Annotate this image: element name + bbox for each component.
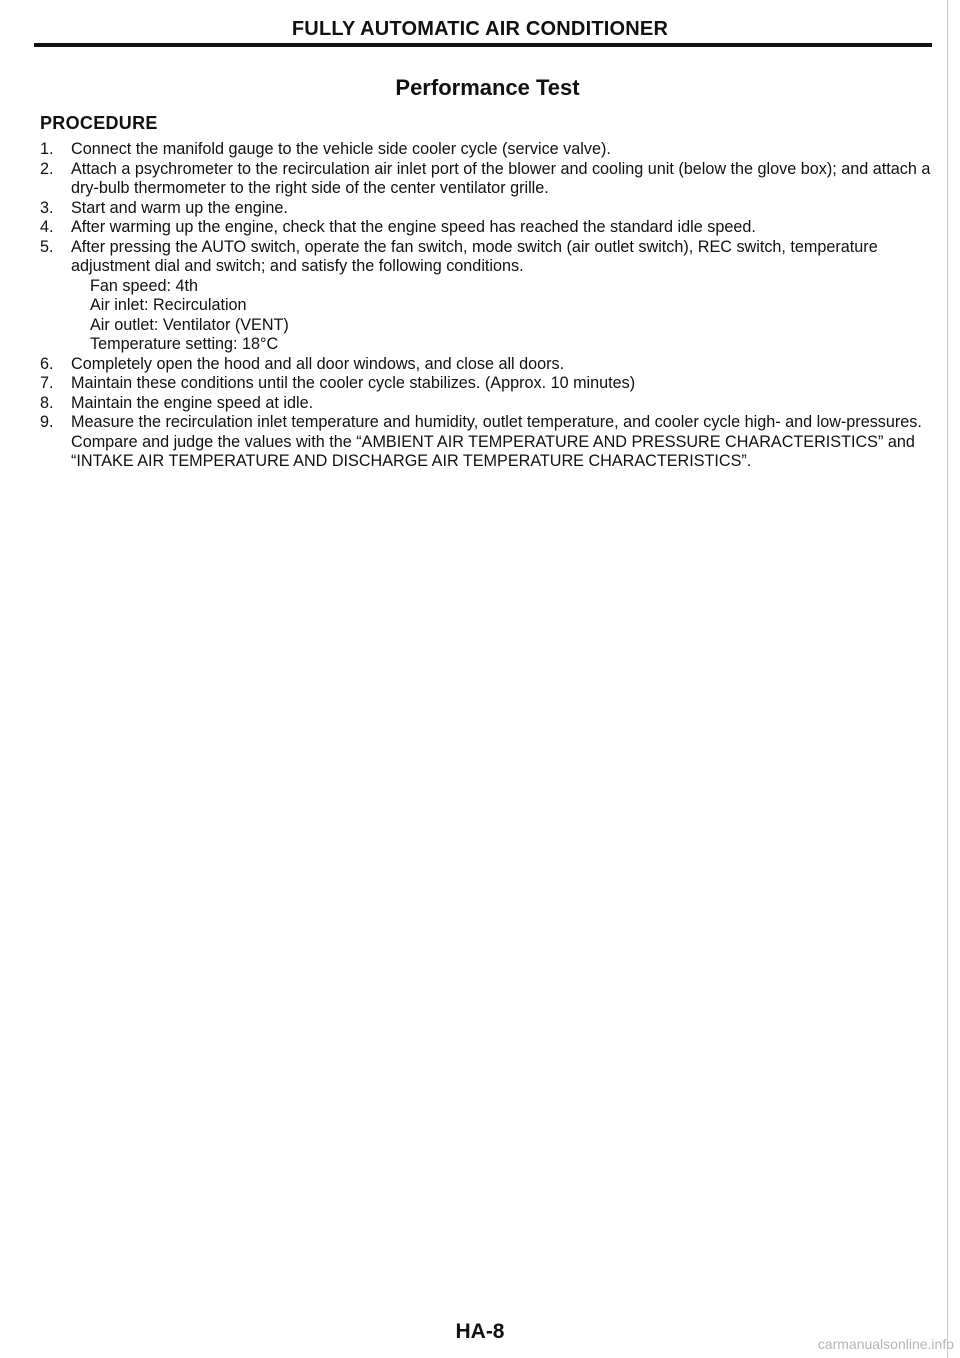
procedure-step xyxy=(40,218,932,238)
procedure-step xyxy=(40,199,932,219)
step-number: 1. xyxy=(40,140,54,158)
step-number: 6. xyxy=(40,354,54,373)
page-header-title: FULLY AUTOMATIC AIR CONDITIONER xyxy=(291,18,669,40)
header-rule xyxy=(34,43,932,47)
condition-list xyxy=(71,277,932,355)
step-number: 2. xyxy=(40,159,54,178)
step-text: After warming up the engine, check that the engine speed has reached the standard idle speed. xyxy=(71,218,756,236)
step-text: Completely open the hood and all door windows, and close all doors. xyxy=(71,354,565,373)
procedure-step xyxy=(40,140,932,160)
step-text: Maintain the engine speed at idle. xyxy=(71,393,314,412)
condition-air-outlet: Air outlet: Ventilator (VENT) xyxy=(90,315,289,334)
step-number: 4. xyxy=(40,218,54,236)
step-text: Start and warm up the engine. xyxy=(71,198,288,217)
procedure-step xyxy=(40,413,932,472)
procedure-heading: PROCEDURE xyxy=(40,113,158,133)
condition-fan-speed: Fan speed: 4th xyxy=(90,276,198,295)
section-title: Performance Test xyxy=(395,75,580,100)
procedure-step xyxy=(40,238,932,355)
watermark: carmanualsonline.info xyxy=(817,1336,954,1352)
step-text: Connect the manifold gauge to the vehicle side cooler cycle (service valve). xyxy=(71,140,611,158)
procedure-step xyxy=(40,394,932,414)
condition-temperature-setting: Temperature setting: 18°C xyxy=(90,335,279,353)
condition-air-inlet: Air inlet: Recirculation xyxy=(90,296,247,314)
procedure-step xyxy=(40,374,932,394)
procedure-step xyxy=(40,160,932,199)
step-number: 7. xyxy=(40,374,54,392)
step-number: 9. xyxy=(40,413,54,431)
step-number: 5. xyxy=(40,237,54,256)
step-number: 3. xyxy=(40,198,54,217)
procedure-step xyxy=(40,355,932,375)
page-edge-line xyxy=(947,0,948,1358)
page-number: HA-8 xyxy=(455,1320,505,1343)
step-text: After pressing the AUTO switch, operate the fan switch, mode switch (air outlet switch), REC switch, temperature adjustment dial and switch; and satisfy the following conditions. xyxy=(71,237,878,275)
procedure-steps xyxy=(40,140,932,472)
step-text: Measure the recirculation inlet temperature and humidity, outlet temperature, and cooler cycle high- and low-pressures. Compare and judge the values with the “AMBIENT AIR TEMPERATURE AND PRESSURE CHARACTERISTICS” and “INTAKE AIR TEMPERATURE AND DISCHARGE AIR TEMPERATURE CHARACTERISTICS”. xyxy=(71,413,922,470)
step-text: Attach a psychrometer to the recirculation air inlet port of the blower and cooling unit (below the glove box); and attach a dry-bulb thermometer to the right side of the center ventilator grille. xyxy=(71,159,931,197)
step-number: 8. xyxy=(40,393,54,412)
step-text: Maintain these conditions until the cooler cycle stabilizes. (Approx. 10 minutes) xyxy=(71,374,636,392)
